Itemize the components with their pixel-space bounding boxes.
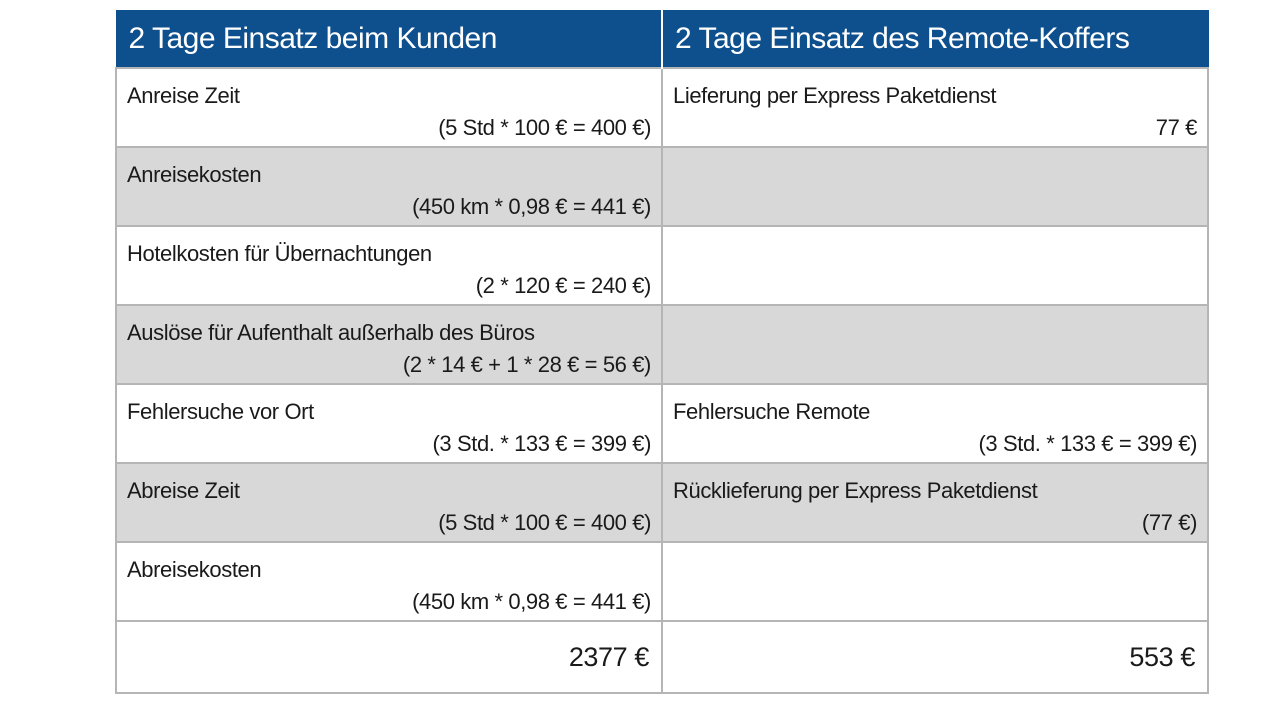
cell-label [673,557,1197,583]
table-row [116,147,1208,226]
cell-value: (5 Std * 100 € = 400 €) [438,510,651,535]
cell-value: (2 * 14 € + 1 * 28 € = 56 €) [402,352,651,377]
cell-label: Fehlersuche vor Ort [127,399,314,424]
header-row [116,11,1208,69]
cell-left [116,463,662,542]
cost-comparison-table [115,10,1207,694]
cell-right [662,542,1208,621]
cell-value: (2 * 120 € = 240 €) [475,273,651,298]
cell-label [673,320,1197,346]
cell-left [116,147,662,226]
cell-label: Fehlersuche Remote [673,399,871,424]
cell-left [116,542,662,621]
table-row [116,226,1208,305]
cell-value: (450 km * 0,98 € = 441 €) [412,194,651,219]
table-row [116,542,1208,621]
total-remote-case: 553 € [662,621,1208,693]
cell-value: (5 Std * 100 € = 400 €) [438,115,651,140]
cell-right [662,226,1208,305]
table-row [116,68,1208,147]
cell-value [673,273,1197,299]
table-row [116,384,1208,463]
cell-right [662,463,1208,542]
totals-row [116,621,1208,693]
cell-label: Abreise Zeit [127,478,240,503]
table-row [116,463,1208,542]
cell-right [662,305,1208,384]
cell-left [116,384,662,463]
cell-value [673,352,1197,378]
cell-value: (77 €) [1141,510,1197,535]
cell-label: Anreisekosten [127,162,262,187]
header-remote-case: 2 Tage Einsatz des Remote-Koffers [662,11,1208,69]
total-customer-onsite: 2377 € [116,621,662,693]
cell-left [116,68,662,147]
cell-left [116,226,662,305]
cell-label: Abreisekosten [127,557,262,582]
header-customer-onsite: 2 Tage Einsatz beim Kunden [116,11,662,69]
cell-label [673,162,1197,188]
cell-label [673,241,1197,267]
cell-value [673,589,1197,615]
cell-right [662,68,1208,147]
cell-value: (450 km * 0,98 € = 441 €) [412,589,651,614]
cell-label: Hotelkosten für Übernachtungen [127,241,432,266]
cell-label: Anreise Zeit [127,83,240,108]
table-row [116,305,1208,384]
cell-left [116,305,662,384]
cell-value: (3 Std. * 133 € = 399 €) [978,431,1197,456]
cell-label: Lieferung per Express Paketdienst [673,83,997,108]
cell-value: (3 Std. * 133 € = 399 €) [432,431,651,456]
cell-right [662,147,1208,226]
cell-label: Rücklieferung per Express Paketdienst [673,478,1038,503]
comparison-table [115,10,1209,694]
cell-value [673,194,1197,220]
cell-right [662,384,1208,463]
cell-value: 77 € [1155,115,1197,140]
cell-label: Auslöse für Aufenthalt außerhalb des Büros [127,320,535,345]
